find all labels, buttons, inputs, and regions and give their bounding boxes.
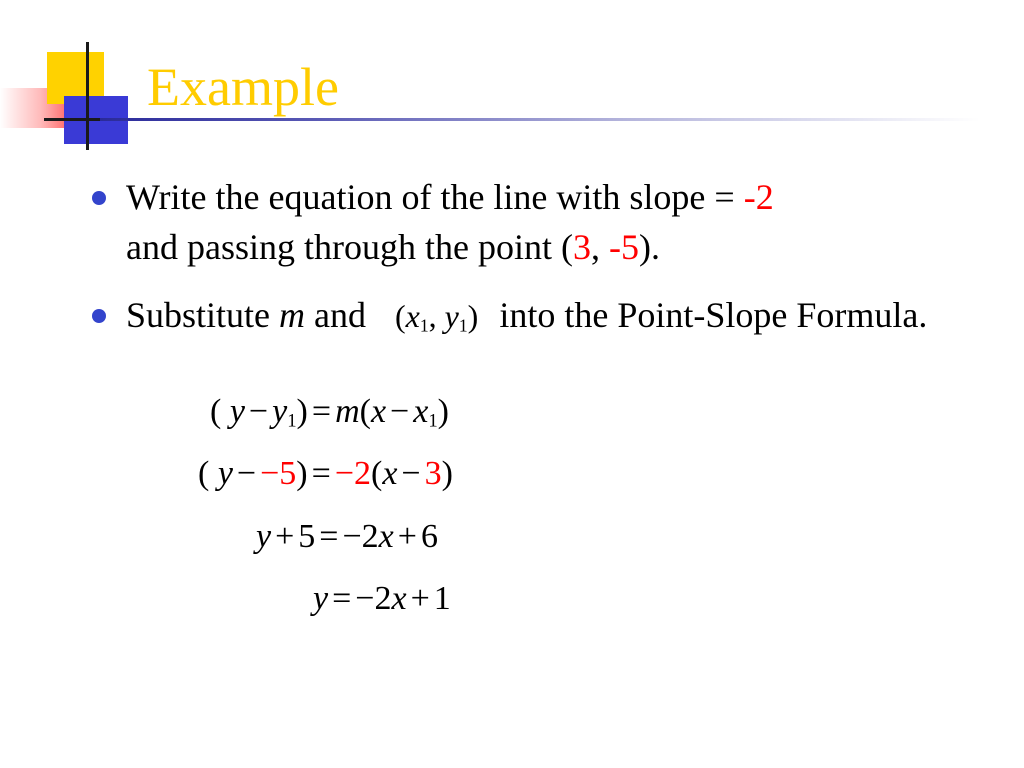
eq3-x: x (378, 518, 394, 555)
eq4-one: 1 (433, 580, 451, 617)
bullet2-text-a: Substitute (126, 295, 280, 335)
formula-comma: , (428, 298, 445, 334)
eq2-close: ) (296, 455, 308, 492)
eq2-y: y (217, 455, 233, 492)
slide-title: Example (147, 57, 339, 117)
eq1-sub2: 1 (428, 410, 438, 432)
slope-symbol-m: m (279, 295, 306, 335)
eq1-equals: = (311, 393, 332, 430)
eq3-coef: −2 (342, 518, 379, 555)
eq2-open2: ( (371, 455, 383, 492)
eq2-close2: ) (441, 455, 453, 492)
eq3-plus2: + (397, 518, 417, 555)
eq4-y: y (313, 580, 329, 617)
formula-open-paren: ( (395, 298, 406, 334)
eq1-open: ( (210, 393, 222, 430)
eq3-six: 6 (420, 518, 438, 555)
eq1-y1: y (272, 393, 288, 430)
eq3-y: y (256, 518, 272, 555)
bullet1-text-c: ). (638, 227, 660, 267)
eq4-x: x (391, 580, 407, 617)
eq4-equals: = (332, 580, 352, 617)
formula-y: y (444, 298, 459, 334)
eq2-minus2: − (401, 455, 421, 492)
eq4-plus: + (410, 580, 430, 617)
bullet2-text-b: and (305, 295, 367, 335)
bullet2-text-c: into the Point-Slope Formula. (499, 295, 928, 335)
eq1-sub1: 1 (287, 410, 297, 432)
eq1-open2: ( (359, 393, 371, 430)
point-x: 3 (572, 227, 591, 267)
point-comma: , (590, 227, 609, 267)
eq2-slope-value: −2 (334, 455, 371, 492)
eq4-coef: −2 (355, 580, 392, 617)
equation-final (313, 580, 451, 618)
formula-close-paren: ) (467, 298, 479, 334)
eq1-close2: ) (437, 393, 449, 430)
point-y: -5 (608, 227, 639, 267)
formula-x: x (405, 298, 420, 334)
eq2-open: ( (198, 455, 210, 492)
eq1-x: x (370, 393, 387, 430)
eq1-m: m (335, 393, 360, 430)
eq2-minus: − (236, 455, 257, 492)
eq1-minus2: − (390, 393, 410, 430)
slope-value: -2 (743, 177, 774, 217)
eq1-close: ) (296, 393, 308, 430)
eq1-minus: − (248, 393, 269, 430)
eq1-x1: x (413, 393, 429, 430)
eq2-x-value: 3 (424, 455, 442, 492)
eq3-equals: = (319, 518, 339, 555)
formula-sub-2: 1 (458, 315, 468, 336)
eq2-x: x (382, 455, 398, 492)
equation-substituted (198, 455, 453, 493)
bullet1-text-a: Write the equation of the line with slope = (126, 177, 744, 217)
eq3-five: 5 (298, 518, 316, 555)
equation-expanded (256, 518, 438, 556)
eq2-y-value: −5 (260, 455, 297, 492)
equation-point-slope-formula (210, 393, 449, 433)
eq3-plus: + (275, 518, 295, 555)
bullet1-text-b: and passing through the point ( (126, 227, 573, 267)
eq1-y: y (229, 393, 245, 430)
formula-sub-1: 1 (419, 315, 429, 336)
eq2-equals: = (311, 455, 331, 492)
